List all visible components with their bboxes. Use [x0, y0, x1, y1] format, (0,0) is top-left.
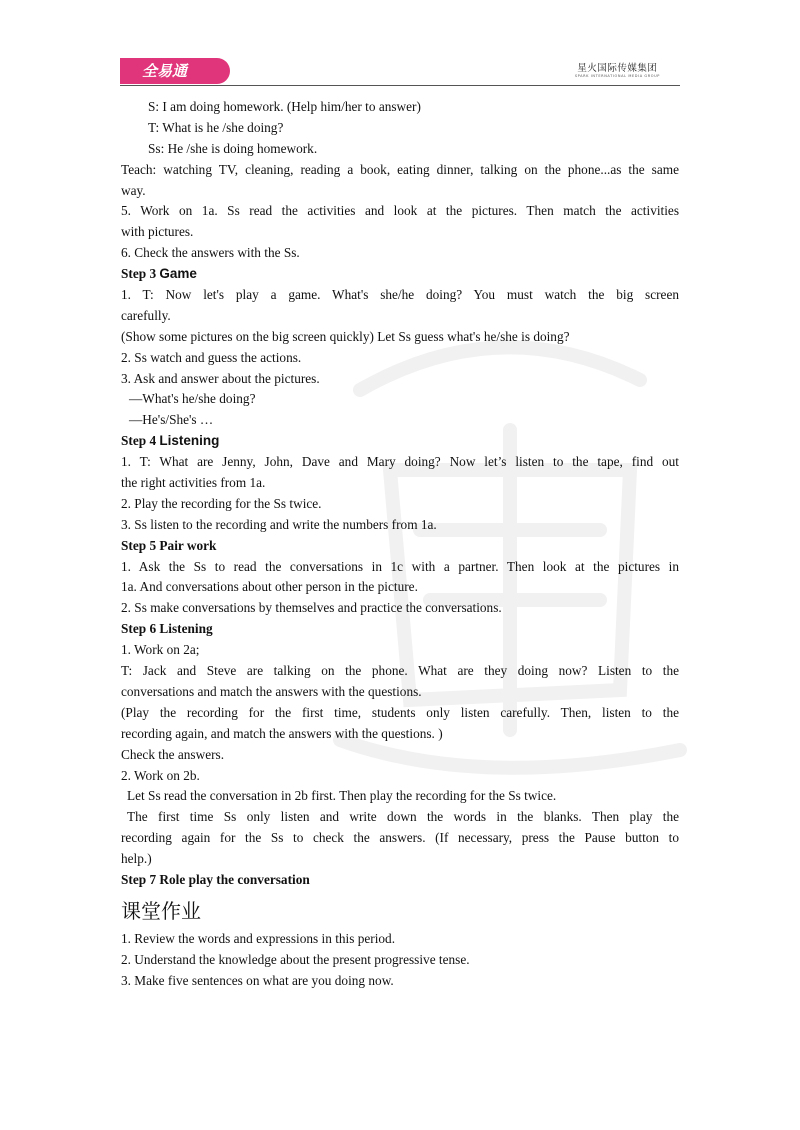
text-line: 2. Work on 2b.	[121, 767, 200, 783]
text-line: T: What is he /she doing?	[148, 119, 284, 135]
text-line: 6. Check the answers with the Ss.	[121, 245, 300, 261]
text-line: —What's he/she doing?	[129, 391, 256, 407]
step-heading: Step 7 Role play the conversation	[121, 871, 310, 887]
text-line: 1. Review the words and expressions in this period.	[121, 930, 396, 946]
text-line: 1. T: Now let's play a game. What's she/he doing? You must watch the big screen	[121, 287, 679, 303]
brand	[575, 60, 660, 78]
text-line: 2. Ss watch and guess the actions.	[121, 349, 302, 365]
logo: 全易通	[120, 58, 230, 84]
step-number: Step 4	[121, 433, 157, 449]
step-number: Step 3	[121, 266, 157, 282]
text-line: the right activities from 1a.	[121, 475, 266, 491]
text-line: conversations and match the answers with the questions.	[121, 683, 422, 699]
text-line: with pictures.	[121, 224, 194, 240]
step-heading	[121, 264, 679, 285]
text-line: (Show some pictures on the big screen quickly) Let Ss guess what's he/she is doing?	[121, 328, 570, 344]
text-line: recording again, and match the answers with the questions. )	[121, 725, 443, 741]
text-line: The first time Ss only listen and write down the words in the blanks. Then play the	[127, 809, 679, 825]
text-line: Check the answers.	[121, 746, 225, 762]
text-line: 2. Understand the knowledge about the present progressive tense.	[121, 951, 470, 967]
text-line: 2. Ss make conversations by themselves and practice the conversations.	[121, 600, 502, 616]
text-line: T: Jack and Steve are talking on the phone. What are they doing now? Listen to the	[121, 663, 679, 679]
text-line: Teach: watching TV, cleaning, reading a book, eating dinner, talking on the phone...as the same	[121, 161, 679, 177]
text-line: 1a. And conversations about other person in the picture.	[121, 579, 418, 595]
text-line: Ss: He /she is doing homework.	[148, 140, 318, 156]
text-line: —He's/She's …	[129, 412, 214, 428]
section-heading: 课堂作业	[121, 898, 201, 923]
text-line: Let Ss read the conversation in 2b first. Then play the recording for the Ss twice.	[127, 788, 557, 804]
text-line: 3. Make five sentences on what are you doing now.	[121, 972, 394, 988]
text-line: 1. Work on 2a;	[121, 642, 200, 658]
step-heading	[121, 431, 679, 452]
text-line: recording again for the Ss to check the answers. (If necessary, press the Pause button to	[121, 830, 679, 846]
page-header	[120, 54, 680, 88]
step-heading: Step 6 Listening	[121, 621, 213, 637]
text-line: S: I am doing homework. (Help him/her to answer)	[148, 99, 421, 114]
step-title: Listening	[159, 433, 220, 449]
text-line: 3. Ask and answer about the pictures.	[121, 370, 320, 386]
text-line: 5. Work on 1a. Ss read the activities and look at the pictures. Then match the activities	[121, 203, 679, 219]
text-line: 1. T: What are Jenny, John, Dave and Mary doing? Now let’s listen to the tape, find out	[121, 454, 679, 470]
step-title: Game	[159, 266, 197, 282]
text-line: 2. Play the recording for the Ss twice.	[121, 495, 322, 511]
brand-name-en: SPARK INTERNATIONAL MEDIA GROUP	[574, 74, 660, 78]
step-heading: Step 5 Pair work	[121, 537, 217, 553]
text-line: carefully.	[121, 307, 171, 323]
text-line: 3. Ss listen to the recording and write the numbers from 1a.	[121, 516, 437, 532]
brand-name-cn: 星火国际传媒集团	[577, 63, 658, 74]
document-body	[121, 97, 679, 992]
text-line: (Play the recording for the first time, students only listen carefully. Then, listen to the	[121, 704, 679, 720]
text-line: 1. Ask the Ss to read the conversations in 1c with a partner. Then look at the pictures in	[121, 558, 679, 574]
text-line: help.)	[121, 851, 152, 867]
header-divider	[120, 85, 680, 86]
text-line: way.	[121, 182, 146, 198]
